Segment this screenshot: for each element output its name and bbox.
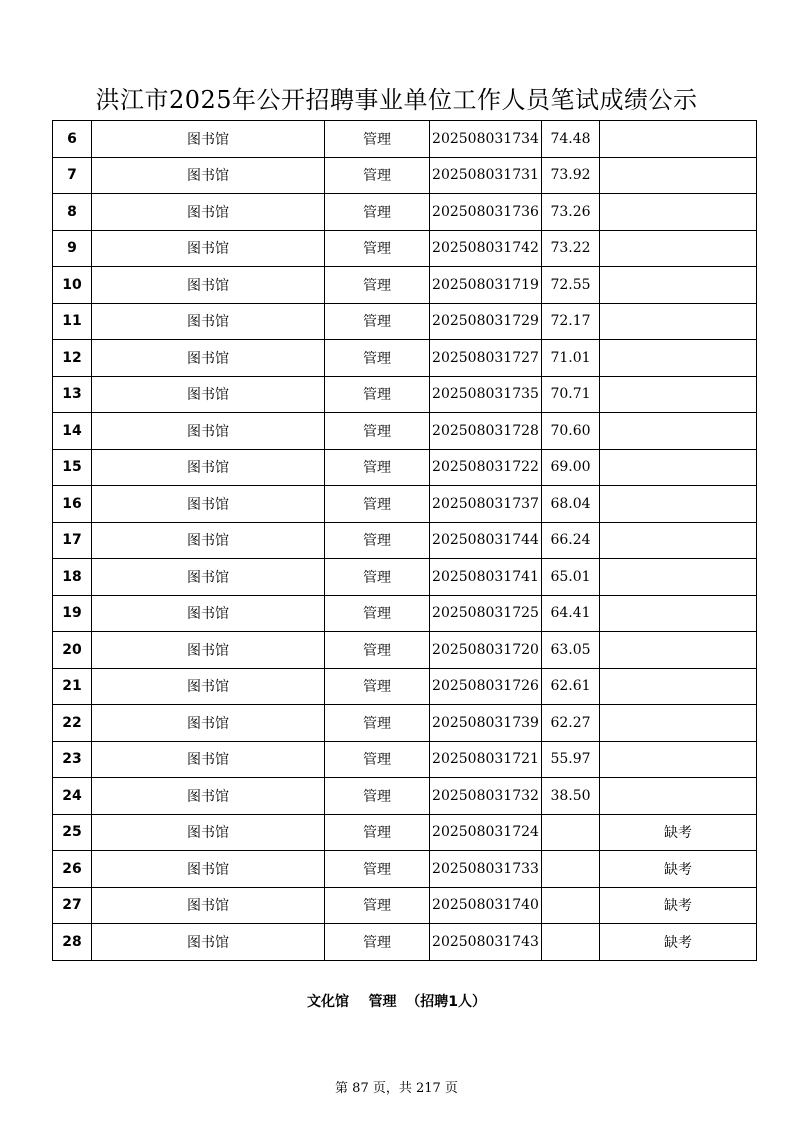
exam-id-cell: 202508031739 — [430, 705, 542, 742]
remark-cell — [600, 303, 757, 340]
table-row — [53, 924, 757, 961]
exam-score-cell — [542, 887, 600, 924]
remark-cell — [600, 449, 757, 486]
table-row — [53, 705, 757, 742]
exam-score-cell: 62.61 — [542, 668, 600, 705]
table-row — [53, 449, 757, 486]
exam-id-cell: 202508031743 — [430, 924, 542, 961]
row-number-cell: 25 — [53, 814, 92, 851]
table-row — [53, 668, 757, 705]
exam-score-cell — [542, 814, 600, 851]
exam-id-cell: 202508031734 — [430, 121, 542, 158]
remark-cell: 缺考 — [600, 851, 757, 888]
exam-id-cell: 202508031744 — [430, 522, 542, 559]
remark-cell — [600, 632, 757, 669]
unit-name-cell: 图书馆 — [92, 449, 325, 486]
unit-name-cell: 图书馆 — [92, 303, 325, 340]
table-row — [53, 413, 757, 450]
post-name-cell: 管理 — [325, 230, 430, 267]
scores-table — [52, 120, 757, 961]
post-name-cell: 管理 — [325, 157, 430, 194]
exam-id-cell: 202508031720 — [430, 632, 542, 669]
row-number-cell: 14 — [53, 413, 92, 450]
unit-name-cell: 图书馆 — [92, 632, 325, 669]
row-number-cell: 19 — [53, 595, 92, 632]
post-name-cell: 管理 — [325, 814, 430, 851]
exam-score-cell: 55.97 — [542, 741, 600, 778]
post-name-cell: 管理 — [325, 741, 430, 778]
unit-name-cell: 图书馆 — [92, 194, 325, 231]
post-name-cell: 管理 — [325, 303, 430, 340]
unit-name-cell: 图书馆 — [92, 157, 325, 194]
unit-name-cell: 图书馆 — [92, 267, 325, 304]
table-row — [53, 559, 757, 596]
remark-cell: 缺考 — [600, 887, 757, 924]
unit-name-cell: 图书馆 — [92, 121, 325, 158]
table-row — [53, 741, 757, 778]
table-row — [53, 230, 757, 267]
unit-name-cell: 图书馆 — [92, 595, 325, 632]
post-name-cell: 管理 — [325, 449, 430, 486]
remark-cell — [600, 413, 757, 450]
exam-score-cell: 64.41 — [542, 595, 600, 632]
table-row — [53, 595, 757, 632]
post-name-cell: 管理 — [325, 778, 430, 815]
remark-cell — [600, 486, 757, 523]
post-name-cell: 管理 — [325, 851, 430, 888]
remark-cell — [600, 267, 757, 304]
exam-id-cell: 202508031722 — [430, 449, 542, 486]
row-number-cell: 22 — [53, 705, 92, 742]
table-row — [53, 814, 757, 851]
exam-id-cell: 202508031728 — [430, 413, 542, 450]
table-row — [53, 267, 757, 304]
row-number-cell: 11 — [53, 303, 92, 340]
unit-name-cell: 图书馆 — [92, 413, 325, 450]
row-number-cell: 8 — [53, 194, 92, 231]
exam-id-cell: 202508031721 — [430, 741, 542, 778]
unit-name-cell: 图书馆 — [92, 522, 325, 559]
unit-name-cell: 图书馆 — [92, 340, 325, 377]
exam-score-cell: 66.24 — [542, 522, 600, 559]
post-name-cell: 管理 — [325, 194, 430, 231]
remark-cell — [600, 157, 757, 194]
exam-id-cell: 202508031737 — [430, 486, 542, 523]
exam-score-cell: 73.22 — [542, 230, 600, 267]
exam-id-cell: 202508031742 — [430, 230, 542, 267]
post-name-cell: 管理 — [325, 595, 430, 632]
row-number-cell: 20 — [53, 632, 92, 669]
post-name-cell: 管理 — [325, 340, 430, 377]
exam-score-cell: 73.92 — [542, 157, 600, 194]
exam-score-cell: 63.05 — [542, 632, 600, 669]
row-number-cell: 26 — [53, 851, 92, 888]
exam-id-cell: 202508031741 — [430, 559, 542, 596]
post-name-cell: 管理 — [325, 632, 430, 669]
remark-cell: 缺考 — [600, 814, 757, 851]
row-number-cell: 17 — [53, 522, 92, 559]
remark-cell — [600, 340, 757, 377]
row-number-cell: 10 — [53, 267, 92, 304]
post-name-cell: 管理 — [325, 705, 430, 742]
remark-cell — [600, 194, 757, 231]
exam-id-cell: 202508031736 — [430, 194, 542, 231]
unit-name-cell: 图书馆 — [92, 705, 325, 742]
unit-name-cell: 图书馆 — [92, 486, 325, 523]
post-name-cell: 管理 — [325, 267, 430, 304]
exam-score-cell: 71.01 — [542, 340, 600, 377]
row-number-cell: 7 — [53, 157, 92, 194]
table-row — [53, 303, 757, 340]
exam-id-cell: 202508031729 — [430, 303, 542, 340]
row-number-cell: 6 — [53, 121, 92, 158]
exam-score-cell: 72.17 — [542, 303, 600, 340]
remark-cell — [600, 559, 757, 596]
row-number-cell: 27 — [53, 887, 92, 924]
exam-id-cell: 202508031724 — [430, 814, 542, 851]
remark-cell — [600, 705, 757, 742]
exam-id-cell: 202508031735 — [430, 376, 542, 413]
row-number-cell: 21 — [53, 668, 92, 705]
remark-cell — [600, 741, 757, 778]
unit-name-cell: 图书馆 — [92, 851, 325, 888]
remark-cell — [600, 230, 757, 267]
exam-score-cell: 68.04 — [542, 486, 600, 523]
table-row — [53, 340, 757, 377]
exam-id-cell: 202508031725 — [430, 595, 542, 632]
remark-cell — [600, 376, 757, 413]
post-name-cell: 管理 — [325, 121, 430, 158]
exam-score-cell: 70.60 — [542, 413, 600, 450]
section-heading: 文化馆 管理 （招聘1人） — [307, 994, 486, 1010]
row-number-cell: 24 — [53, 778, 92, 815]
unit-name-cell: 图书馆 — [92, 230, 325, 267]
unit-name-cell: 图书馆 — [92, 668, 325, 705]
post-name-cell: 管理 — [325, 376, 430, 413]
exam-id-cell: 202508031727 — [430, 340, 542, 377]
exam-score-cell: 38.50 — [542, 778, 600, 815]
row-number-cell: 12 — [53, 340, 92, 377]
exam-id-cell: 202508031740 — [430, 887, 542, 924]
post-name-cell: 管理 — [325, 668, 430, 705]
remark-cell: 缺考 — [600, 924, 757, 961]
table-row — [53, 887, 757, 924]
table-row — [53, 376, 757, 413]
exam-id-cell: 202508031731 — [430, 157, 542, 194]
post-name-cell: 管理 — [325, 887, 430, 924]
table-row — [53, 157, 757, 194]
exam-id-cell: 202508031719 — [430, 267, 542, 304]
exam-score-cell — [542, 851, 600, 888]
page-title: 洪江市2025年公开招聘事业单位工作人员笔试成绩公示 — [95, 86, 698, 114]
post-name-cell: 管理 — [325, 559, 430, 596]
exam-score-cell: 73.26 — [542, 194, 600, 231]
exam-score-cell: 70.71 — [542, 376, 600, 413]
table-row — [53, 851, 757, 888]
exam-score-cell: 72.55 — [542, 267, 600, 304]
row-number-cell: 16 — [53, 486, 92, 523]
post-name-cell: 管理 — [325, 522, 430, 559]
unit-name-cell: 图书馆 — [92, 887, 325, 924]
unit-name-cell: 图书馆 — [92, 741, 325, 778]
scores-table-body — [53, 121, 757, 961]
remark-cell — [600, 121, 757, 158]
row-number-cell: 15 — [53, 449, 92, 486]
row-number-cell: 18 — [53, 559, 92, 596]
table-row — [53, 632, 757, 669]
remark-cell — [600, 595, 757, 632]
post-name-cell: 管理 — [325, 413, 430, 450]
row-number-cell: 23 — [53, 741, 92, 778]
unit-name-cell: 图书馆 — [92, 814, 325, 851]
table-row — [53, 194, 757, 231]
exam-score-cell: 69.00 — [542, 449, 600, 486]
exam-id-cell: 202508031726 — [430, 668, 542, 705]
exam-score-cell: 62.27 — [542, 705, 600, 742]
unit-name-cell: 图书馆 — [92, 376, 325, 413]
table-row — [53, 778, 757, 815]
table-row — [53, 486, 757, 523]
exam-score-cell: 74.48 — [542, 121, 600, 158]
unit-name-cell: 图书馆 — [92, 924, 325, 961]
unit-name-cell: 图书馆 — [92, 778, 325, 815]
remark-cell — [600, 778, 757, 815]
row-number-cell: 28 — [53, 924, 92, 961]
remark-cell — [600, 668, 757, 705]
exam-id-cell: 202508031732 — [430, 778, 542, 815]
row-number-cell: 13 — [53, 376, 92, 413]
exam-id-cell: 202508031733 — [430, 851, 542, 888]
post-name-cell: 管理 — [325, 924, 430, 961]
unit-name-cell: 图书馆 — [92, 559, 325, 596]
exam-score-cell: 65.01 — [542, 559, 600, 596]
row-number-cell: 9 — [53, 230, 92, 267]
table-row — [53, 121, 757, 158]
post-name-cell: 管理 — [325, 486, 430, 523]
page-footer: 第 87 页，共 217 页 — [335, 1081, 458, 1096]
exam-score-cell — [542, 924, 600, 961]
remark-cell — [600, 522, 757, 559]
table-row — [53, 522, 757, 559]
